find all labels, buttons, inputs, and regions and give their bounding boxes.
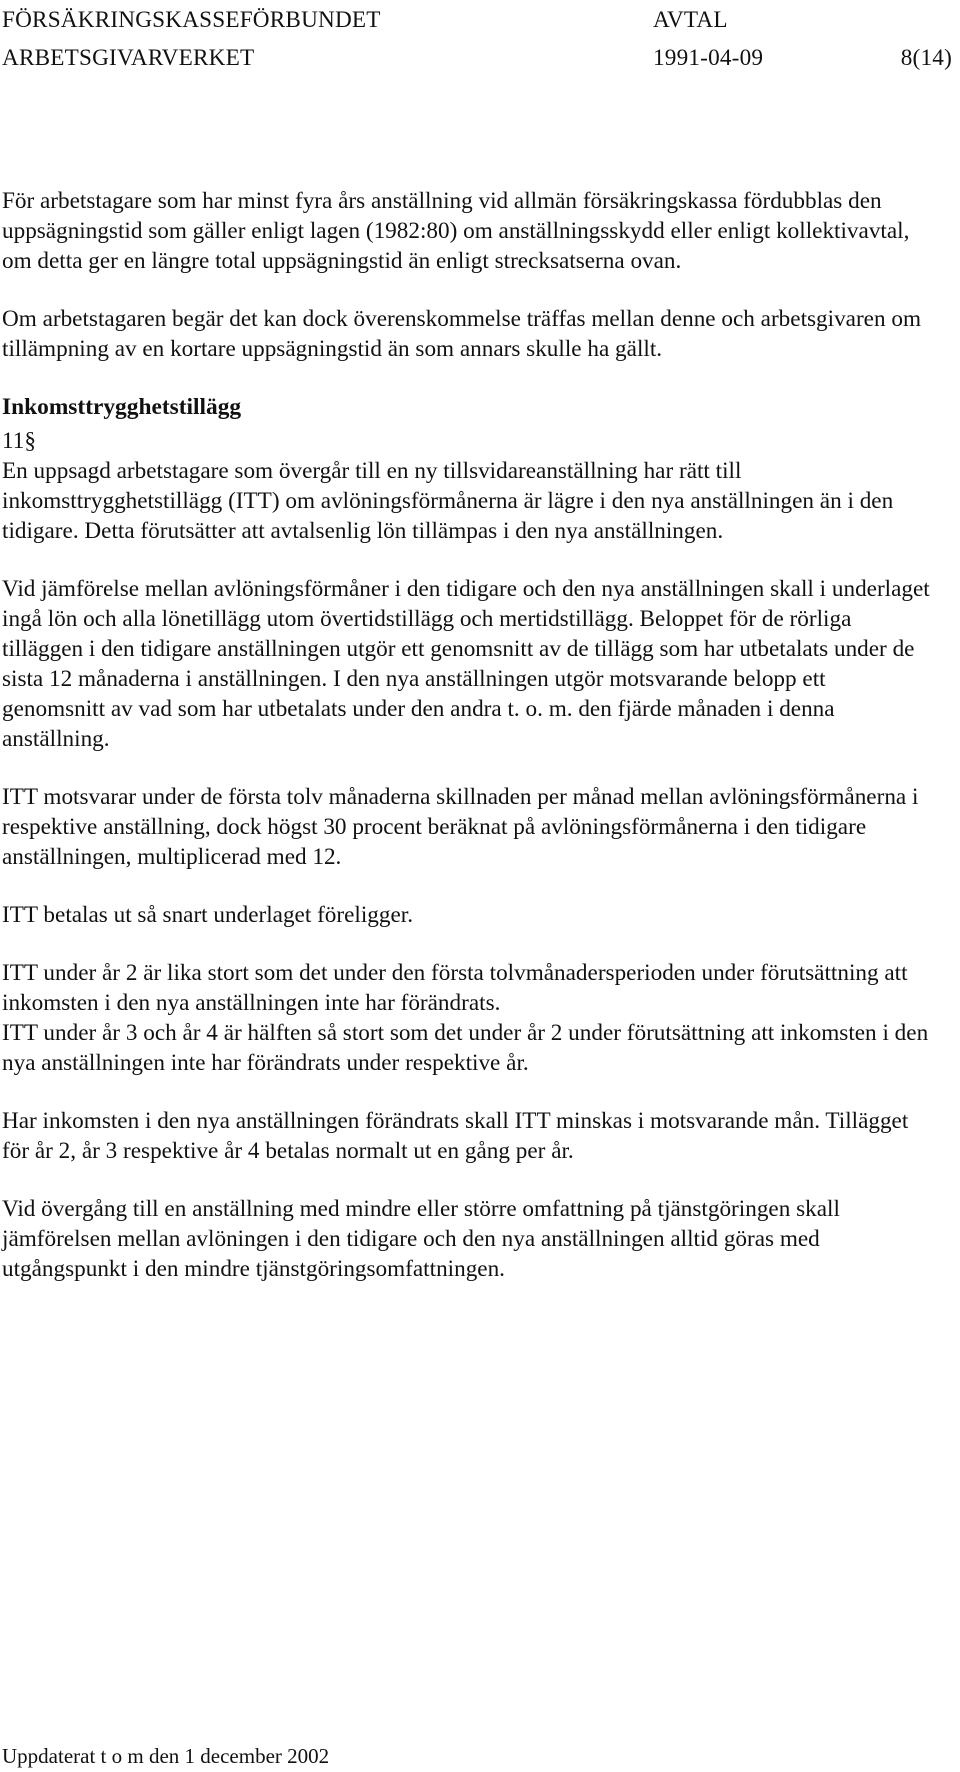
header-document-type: AVTAL [653,7,728,33]
paragraph-shorter-notice-agreement: Om arbetstagaren begär det kan dock överenskommelse träffas mellan denne och arbetsgivaren om tillämpning av en kortare uppsägningstid än som annars skulle ha gällt. [2,306,921,362]
paragraph-itt-payment: ITT betalas ut så snart underlaget föreligger. [2,902,413,928]
header-row-1 [2,1,952,39]
section-number: 11§ [2,428,36,454]
document-body [2,186,932,1312]
page-header [2,1,952,77]
paragraph-income-change: Har inkomsten i den nya anställningen förändrats skall ITT minskas i motsvarande mån. Tillägget för år 2, år 3 respektive år 4 betalas normalt ut en gång per år. [2,1108,909,1164]
paragraph-comparison-basis: Vid jämförelse mellan avlöningsförmåner i den tidigare och den nya anställningen skall i underlaget ingå lön och alla lönetillägg utom övertidstillägg och mertidstillägg. Beloppet för de rörliga tilläggen i den tidigare anställningen utgör ett genomsnitt av de tillägg som har utbetalats under de sista 12 månaderna i anställningen. I den nya anställningen utgör motsvarande belopp ett genomsnitt av vad som har utbetalats under den andra t. o. m. den fjärde månaden i denna anställning. [2,576,930,752]
paragraph-itt-year-3-4: ITT under år 3 och år 4 är hälften så stort som det under år 2 under förutsättning att inkomsten i den nya anställningen inte har förändrats under respektive år. [2,1020,929,1076]
header-organization-1: FÖRSÄKRINGSKASSEFÖRBUNDET [2,7,381,33]
header-organization-2: ARBETSGIVARVERKET [2,45,255,71]
header-page-number: 8(14) [900,45,952,71]
header-date: 1991-04-09 [653,45,764,71]
header-row-2 [2,39,952,77]
paragraph-itt-first-year: ITT motsvarar under de första tolv månaderna skillnaden per månad mellan avlöningsförmånerna i respektive anställning, dock högst 30 procent beräknat på avlöningsförmånerna i den tidigare anställningen, multiplicerad med 12. [2,784,919,870]
paragraph-service-scope: Vid övergång till en anställning med mindre eller större omfattning på tjänstgöringen skall jämförelsen mellan avlöningen i den tidigare och den nya anställningen alltid göras med utgångspunkt i den mindre tjänstgöringsomfattningen. [2,1196,840,1282]
page-footer: Uppdaterat t o m den 1 december 2002 [2,1744,330,1768]
paragraph-notice-period-doubling: För arbetstagare som har minst fyra års anställning vid allmän försäkringskassa fördubblas den uppsägningstid som gäller enligt lagen (1982:80) om anställningsskydd eller enligt kollektivavtal, om detta ger en längre total uppsägningstid än enligt strecksatserna ovan. [2,188,910,274]
paragraph-itt-year-2: ITT under år 2 är lika stort som det under den första tolvmånadersperioden under förutsättning att inkomsten i den nya anställningen inte har förändrats. [2,960,908,1016]
paragraph-itt-entitlement: En uppsagd arbetstagare som övergår till en ny tillsvidareanställning har rätt till inkomsttrygghetstillägg (ITT) om avlöningsförmånerna är lägre i den nya anställningen än i den tidigare. Detta förutsätter att avtalsenlig lön tillämpas i den nya anställningen. [2,458,894,544]
section-heading: Inkomsttrygghetstillägg [2,394,242,420]
